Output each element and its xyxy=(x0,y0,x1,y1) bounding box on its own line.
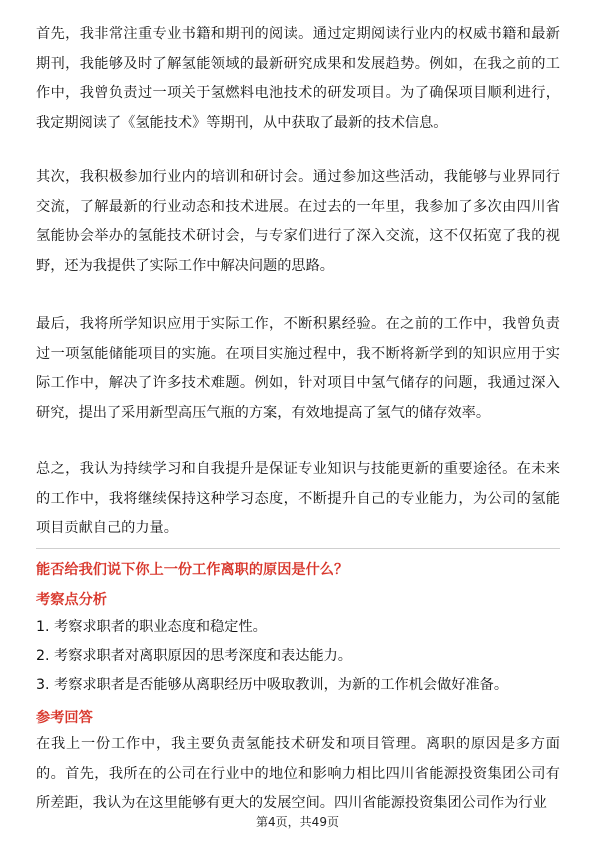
interview-question: 能否给我们说下你上一份工作离职的原因是什么？ xyxy=(36,562,349,578)
analysis-heading: 考察点分析 xyxy=(36,592,107,608)
analysis-point: 1. 考察求职者的职业态度和稳定性。 xyxy=(36,619,267,635)
analysis-point: 3. 考察求职者是否能够从离职经历中吸取教训，为新的工作机会做好准备。 xyxy=(36,677,509,693)
section-divider xyxy=(36,548,560,549)
paragraph-training: 其次，我积极参加行业内的培训和研讨会。通过参加这些活动，我能够与业界同行交流，了解最新的行业动态和技术进展。在过去的一年里，我参加了多次由四川省氢能协会举办的氢能技术研讨会，与专家们进行了深入交流，这不仅拓宽了我的视野，还为我提供了实际工作中解决问题的思路。 xyxy=(36,169,560,274)
analysis-point: 2. 考察求职者对离职原因的思考深度和表达能力。 xyxy=(36,648,352,664)
paragraph-conclusion: 总之，我认为持续学习和自我提升是保证专业知识与技能更新的重要途径。在未来的工作中，我将继续保持这种学习态度，不断提升自己的专业能力，为公司的氢能项目贡献自己的力量。 xyxy=(36,461,560,536)
page-footer: 第4页，共49页 xyxy=(256,815,339,829)
answer-heading: 参考回答 xyxy=(36,710,93,726)
paragraph-application: 最后，我将所学知识应用于实际工作，不断积累经验。在之前的工作中，我曾负责过一项氢能储能项目的实施。在项目实施过程中，我不断将新学到的知识应用于实际工作中，解决了许多技术难题。例如，针对项目中氢气储存的问题，我通过深入研究，提出了采用新型高压气瓶的方案，有效地提高了氢气的储存效率。 xyxy=(36,316,560,421)
paragraph-reading: 首先，我非常注重专业书籍和期刊的阅读。通过定期阅读行业内的权威书籍和最新期刊，我能够及时了解氢能领域的最新研究成果和发展趋势。例如，在我之前的工作中，我曾负责过一项关于氢燃料电池技术的研发项目。为了确保项目顺利进行，我定期阅读了《氢能技术》等期刊，从中获取了最新的技术信息。 xyxy=(36,26,560,131)
answer-text: 在我上一份工作中，我主要负责氢能技术研发和项目管理。离职的原因是多方面的。首先，我所在的公司在行业中的地位和影响力相比四川省能源投资集团公司有所差距，我认为在这里能够有更大的发展空间。四川省能源投资集团公司作为行业 xyxy=(36,736,560,811)
